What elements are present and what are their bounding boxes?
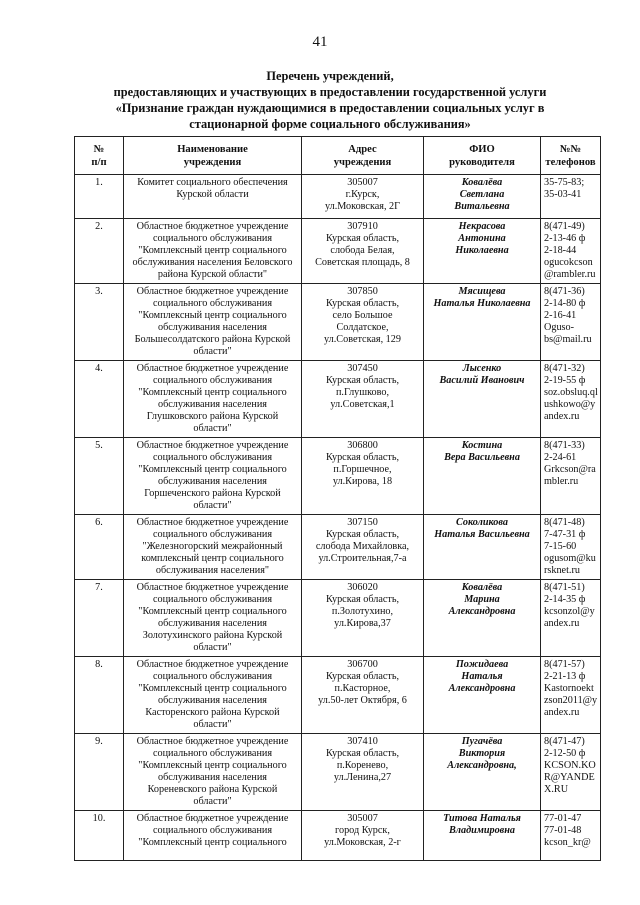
institution-name-line: Глушковского района Курской [146,411,279,422]
phone-numbers [541,175,601,219]
institution-name-line: Горшеченского района Курской [144,488,281,499]
institution-name-line: "Комплексный центр социального [138,387,287,398]
institution-name-line: Областное бюджетное учреждение [136,286,289,297]
table-row [75,580,601,657]
phone-numbers-line: @rambler.ru [544,269,596,280]
institution-address-line: Курская область, [325,529,400,540]
institution-address [302,361,424,438]
head-name [424,219,541,284]
head-name-line: Александровна, [447,760,517,771]
institutions-table [74,136,601,861]
institution-name-line: обслуживания населения [157,476,267,487]
institution-name-line: социального обслуживания [152,825,273,836]
institution-address-line: Курская область, [325,594,400,605]
institution-address-line: г.Курск, [345,189,380,200]
phone-numbers [541,657,601,734]
institution-name-line: "Комплексный центр социального [138,837,287,848]
phone-numbers-line: zson2011@y [544,695,598,706]
head-name-line: Ковалёва [461,177,503,188]
institution-name [124,515,302,580]
institution-name-line: "Комплексный центр социального [138,245,287,256]
table-row [75,811,601,861]
phone-numbers-line: X.RU [544,784,569,795]
head-name-line: Мясищева [458,286,506,297]
head-name [424,284,541,361]
institution-address-line: 307910 [347,221,378,232]
title-line: стационарной форме социального обслуживания» [189,117,471,131]
institution-address [302,175,424,219]
head-name [424,438,541,515]
phone-numbers-line: 35-03-41 [544,189,582,200]
institution-name-line: области" [193,346,232,357]
column-header-number: № п/п [75,137,124,175]
title-line: «Признание граждан нуждающимися в предоставлении социальных услуг в [115,101,545,115]
institution-name [124,284,302,361]
institution-address-line: слобода Михайловка, [315,541,410,552]
institution-name-line: Курской области [176,189,249,200]
head-name [424,811,541,861]
institution-name-line: области" [193,796,232,807]
institution-address-line: 306700 [347,659,378,670]
phone-numbers-line: 8(471-32) [544,363,585,374]
head-name-line: Костина [461,440,503,451]
institution-name-line: Областное бюджетное учреждение [136,517,289,528]
phone-numbers-line: 8(471-57) [544,659,585,670]
phone-numbers-line: 77-01-47 [544,813,582,824]
phone-numbers-line: kcson_kr@ [544,837,591,848]
institution-name [124,361,302,438]
institution-name-line: Областное бюджетное учреждение [136,813,289,824]
institution-address [302,657,424,734]
phone-numbers-line: Grkcson@ra [544,464,596,475]
institution-name-line: Областное бюджетное учреждение [136,440,289,451]
institution-name-line: Областное бюджетное учреждение [136,659,289,670]
page-number: 41 [312,34,328,50]
institution-address-line: п.Глушково, [335,387,390,398]
institution-name-line: "Железногорский межрайонный [142,541,283,552]
institution-name-line: "Комплексный центр социального [138,464,287,475]
row-number: 3. [75,284,124,361]
institution-name-line: области" [193,500,232,511]
institution-name-line: района Курской области" [157,269,268,280]
institution-address-line: п.Касторное, [334,683,391,694]
head-name [424,361,541,438]
phone-numbers-line: 2-13-46 ф [544,233,586,244]
institution-address-line: Солдатское, [336,322,389,333]
phone-numbers-line: 2-16-41 [544,310,577,321]
institution-address-line: ул.50-лет Октября, 6 [318,695,407,706]
column-header-address: Адрес учреждения [302,137,424,175]
head-name-line: Наталья [461,671,503,682]
head-name-line: Николаевна [455,245,509,256]
phone-numbers-line: bs@mail.ru [544,334,592,345]
phone-numbers [541,438,601,515]
title-line: Перечень учреждений, [266,69,394,83]
institution-address [302,219,424,284]
institution-name-line: "Комплексный центр социального [138,606,287,617]
head-name-line: Титова Наталья [443,813,521,824]
phone-numbers-line: Kastornoekt [544,683,594,694]
institution-name-line: области" [193,719,232,730]
institution-address-line: Курская область, [325,671,400,682]
institution-name-line: Касторенского района Курской [145,707,280,718]
row-number: 10. [75,811,124,861]
phone-numbers [541,811,601,861]
phone-numbers-line: ogucokcson [544,257,593,268]
institution-name-line: обслуживания населения" [155,565,270,576]
table-body [75,175,601,861]
institution-name-line: обслуживания населения [157,322,267,333]
table-row [75,284,601,361]
head-name-line: Наталья Васильевна [434,529,530,540]
institution-name-line: Областное бюджетное учреждение [136,221,289,232]
row-number: 1. [75,175,124,219]
institution-address-line: ул.Моковская, 2Г [324,201,401,212]
institution-name-line: Областное бюджетное учреждение [136,363,289,374]
phone-numbers-line: 7-47-31 ф [544,529,586,540]
phone-numbers-line: 8(471-47) [544,736,585,747]
phone-numbers-line: 8(471-49) [544,221,585,232]
institution-address-line: Курская область, [325,748,400,759]
phone-numbers-line: 7-15-60 [544,541,577,552]
row-number: 5. [75,438,124,515]
institution-name-line: социального обслуживания [152,233,273,244]
row-number: 6. [75,515,124,580]
institution-address-line: село Большое [332,310,393,321]
institution-name [124,580,302,657]
institution-address-line: ул.Советская, 129 [324,334,401,345]
institution-address-line: город Курск, [335,825,390,836]
institution-name-line: Областное бюджетное учреждение [136,736,289,747]
institution-name-line: "Комплексный центр социального [138,760,287,771]
row-number: 2. [75,219,124,284]
table-row [75,734,601,811]
institution-name-line: "Комплексный центр социального [138,683,287,694]
phone-numbers-line: ushkowo@y [544,399,596,410]
phone-numbers-line: andex.ru [544,618,580,629]
institution-name [124,438,302,515]
phone-numbers [541,284,601,361]
institution-name-line: Комитет социального обеспечения [137,177,288,188]
document-title [80,68,580,132]
phone-numbers-line: 2-24-61 [544,452,577,463]
institution-address-line: ул.Кирова,37 [334,618,391,629]
column-header-head: ФИО руководителя [424,137,541,175]
phone-numbers [541,734,601,811]
head-name-line: Пугачёва [461,736,503,747]
row-number: 8. [75,657,124,734]
head-name-line: Светлана [459,189,505,200]
head-name-line: Марина [464,594,500,605]
institution-address-line: 306020 [347,582,378,593]
head-name-line: Наталья Николаевна [433,298,531,309]
institution-name [124,734,302,811]
institution-name [124,657,302,734]
head-name-line: Александровна [448,606,516,617]
institution-address [302,438,424,515]
phone-numbers-line: soz.obsluq.ql [544,387,598,398]
institution-address [302,580,424,657]
table-header-row [75,137,601,175]
institution-name-line: Золотухинского района Курской [142,630,283,641]
phone-numbers-line: R@YANDE [544,772,595,783]
institution-name [124,811,302,861]
institution-address [302,284,424,361]
row-number: 9. [75,734,124,811]
institution-name [124,219,302,284]
institution-name-line: обслуживания населения [157,695,267,706]
phone-numbers-line: 77-01-48 [544,825,582,836]
head-name-line: Владимировна [449,825,515,836]
table-row [75,657,601,734]
institution-address-line: 305007 [347,177,378,188]
institution-name-line: области" [193,423,232,434]
institution-name-line: социального обслуживания [152,298,273,309]
row-number: 4. [75,361,124,438]
phone-numbers-line: rsknet.ru [544,565,580,576]
column-header-name: Наименование учреждения [124,137,302,175]
head-name-line: Некрасова [458,221,506,232]
phone-numbers-line: 2-12-50 ф [544,748,586,759]
title-line: предоставляющих и участвующих в предоставлении государственной услуги [113,85,547,99]
head-name-line: Соколикова [456,517,508,528]
institution-name-line: социального обслуживания [152,529,273,540]
phone-numbers-line: 2-21-13 ф [544,671,586,682]
institution-address-line: 306800 [347,440,378,451]
phone-numbers-line: mbler.ru [544,476,579,487]
institution-name-line: Большесолдатского района Курской [134,334,291,345]
institution-name-line: социального обслуживания [152,375,273,386]
head-name-line: Ковалёва [461,582,503,593]
institution-address-line: слобода Белая, [330,245,395,256]
institution-name-line: Областное бюджетное учреждение [136,582,289,593]
institution-address [302,515,424,580]
phone-numbers [541,219,601,284]
institution-name-line: социального обслуживания [152,452,273,463]
phone-numbers-line: ogusom@ku [544,553,596,564]
head-name-line: Витальевна [454,201,510,212]
phone-numbers-line: 35-75-83; [544,177,585,188]
institution-name-line: "Комплексный центр социального [138,310,287,321]
phone-numbers-line: 8(471-51) [544,582,585,593]
head-name-line: Виктория [458,748,506,759]
phone-numbers [541,580,601,657]
table-row [75,438,601,515]
phone-numbers [541,515,601,580]
head-name [424,657,541,734]
head-name [424,580,541,657]
institution-address-line: Курская область, [325,375,400,386]
institution-address-line: ул.Советская,1 [330,399,395,410]
institution-name-line: социального обслуживания [152,748,273,759]
head-name [424,515,541,580]
head-name [424,734,541,811]
institution-name-line: обслуживания населения [157,772,267,783]
institution-name-line: обслуживания населения [157,399,267,410]
institution-name-line: Кореневского района Курской [147,784,278,795]
institution-address-line: ул.Моковская, 2-г [324,837,401,848]
institution-address-line: п.Коренево, [336,760,389,771]
phone-numbers-line: KCSON.KO [544,760,596,771]
institution-address-line: ул.Кирова, 18 [332,476,393,487]
institution-address-line: Курская область, [325,233,400,244]
phone-numbers [541,361,601,438]
institution-name-line: обслуживания населения Беловского [132,257,293,268]
phone-numbers-line: andex.ru [544,411,580,422]
head-name-line: Антонина [458,233,506,244]
institution-address-line: п.Горшечное, [333,464,392,475]
table-row [75,361,601,438]
head-name-line: Пожидаева [455,659,509,670]
institution-address-line: 305007 [347,813,378,824]
institution-address-line: п.Золотухино, [331,606,394,617]
head-name-line: Василий Иванович [439,375,525,386]
institution-address [302,811,424,861]
institution-address-line: 307850 [347,286,378,297]
institution-address-line: Советская площадь, 8 [315,257,410,268]
institution-address-line: 307450 [347,363,378,374]
phone-numbers-line: kcsonzol@y [544,606,595,617]
row-number: 7. [75,580,124,657]
institution-address-line: Курская область, [325,452,400,463]
table-row [75,219,601,284]
institution-name-line: социального обслуживания [152,594,273,605]
institution-address-line: 307150 [347,517,378,528]
head-name [424,175,541,219]
column-header-phone: №№ телефонов [541,137,601,175]
table-row [75,515,601,580]
phone-numbers-line: 2-14-35 ф [544,594,586,605]
phone-numbers-line: 8(471-33) [544,440,585,451]
institution-address-line: 307410 [347,736,378,747]
table-row [75,175,601,219]
phone-numbers-line: 2-14-80 ф [544,298,586,309]
phone-numbers-line: 8(471-48) [544,517,585,528]
phone-numbers-line: 2-18-44 [544,245,577,256]
institution-name-line: области" [193,642,232,653]
phone-numbers-line: 2-19-55 ф [544,375,586,386]
institution-address-line: ул.Строительная,7-а [318,553,407,564]
institution-address [302,734,424,811]
institution-name-line: комплексный центр социального [141,553,284,564]
head-name-line: Вера Васильевна [444,452,520,463]
head-name-line: Александровна [448,683,516,694]
phone-numbers-line: Oguso- [544,322,574,333]
head-name-line: Лысенко [462,363,502,374]
institution-address-line: ул.Ленина,27 [333,772,392,783]
phone-numbers-line: andex.ru [544,707,580,718]
institution-name-line: социального обслуживания [152,671,273,682]
phone-numbers-line: 8(471-36) [544,286,585,297]
institution-name [124,175,302,219]
institution-address-line: Курская область, [325,298,400,309]
institution-name-line: обслуживания населения [157,618,267,629]
